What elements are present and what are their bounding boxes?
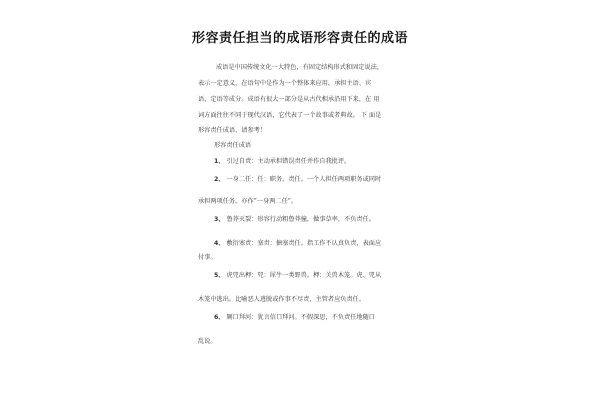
item-number: 2、 bbox=[214, 176, 225, 183]
section-subheading: 形容责任成语 bbox=[214, 142, 252, 149]
list-item bbox=[214, 216, 375, 224]
item-number: 1、 bbox=[214, 158, 225, 165]
list-item bbox=[214, 158, 350, 166]
item-text: 引过自责：主动承担错误责任并作自我批评。 bbox=[226, 158, 351, 165]
item-text: 虎兕出柙：兕：犀牛一类野兽。柙：关兽木笼。虎、兕从 bbox=[226, 272, 382, 279]
item-number: 5、 bbox=[214, 272, 225, 279]
list-item bbox=[214, 272, 381, 280]
intro-line: 形容责任成语，请参考！ bbox=[198, 127, 267, 134]
intro-line: 语、定语等成分。成语有很大一部分是从古代相承沿用下来，在 用 bbox=[198, 96, 380, 103]
list-item-continuation: 付事。 bbox=[198, 254, 217, 261]
list-item bbox=[214, 240, 381, 248]
item-text: 一身二任：任：职务，责任。一个人担任两项职务或同时 bbox=[226, 176, 382, 183]
page-title: 形容责任担当的成语形容责任的成语 bbox=[191, 31, 408, 46]
item-number: 4、 bbox=[214, 240, 225, 247]
intro-line: 表示一定意义，在语句中是作为一个整体来应用，承担主语、宾 bbox=[198, 80, 372, 87]
item-text: 厕口拜河：犹言信口拜河。不假深思，不负责任地随口 bbox=[226, 314, 375, 321]
list-item-continuation: 木笼中逃出。比喻恶人逃脱或作事不尽责，主管者应负责任。 bbox=[198, 296, 366, 303]
list-item bbox=[214, 176, 381, 184]
list-item bbox=[214, 314, 375, 322]
item-number: 3、 bbox=[214, 216, 225, 223]
item-number: 6、 bbox=[214, 314, 225, 321]
list-item-continuation: 承担两项任务。亦作“一身两二任”。 bbox=[198, 198, 298, 205]
intro-line: 词方面往往不同于现代汉语，它代表了一个故事或者典故。 下 面是 bbox=[198, 112, 382, 119]
list-item-continuation: 乱说。 bbox=[198, 338, 217, 345]
item-text: 鲁莽灭裂：形容行动粗鲁莽撞，做事草率，不负责任。 bbox=[226, 216, 375, 223]
intro-line: 成语是中国传统文化一大特色，有固定结构形式和固定说法， bbox=[216, 64, 384, 71]
item-text: 敷衍塞责：塞责：搪塞责任。指工作不认真负责，表面应 bbox=[226, 240, 382, 247]
